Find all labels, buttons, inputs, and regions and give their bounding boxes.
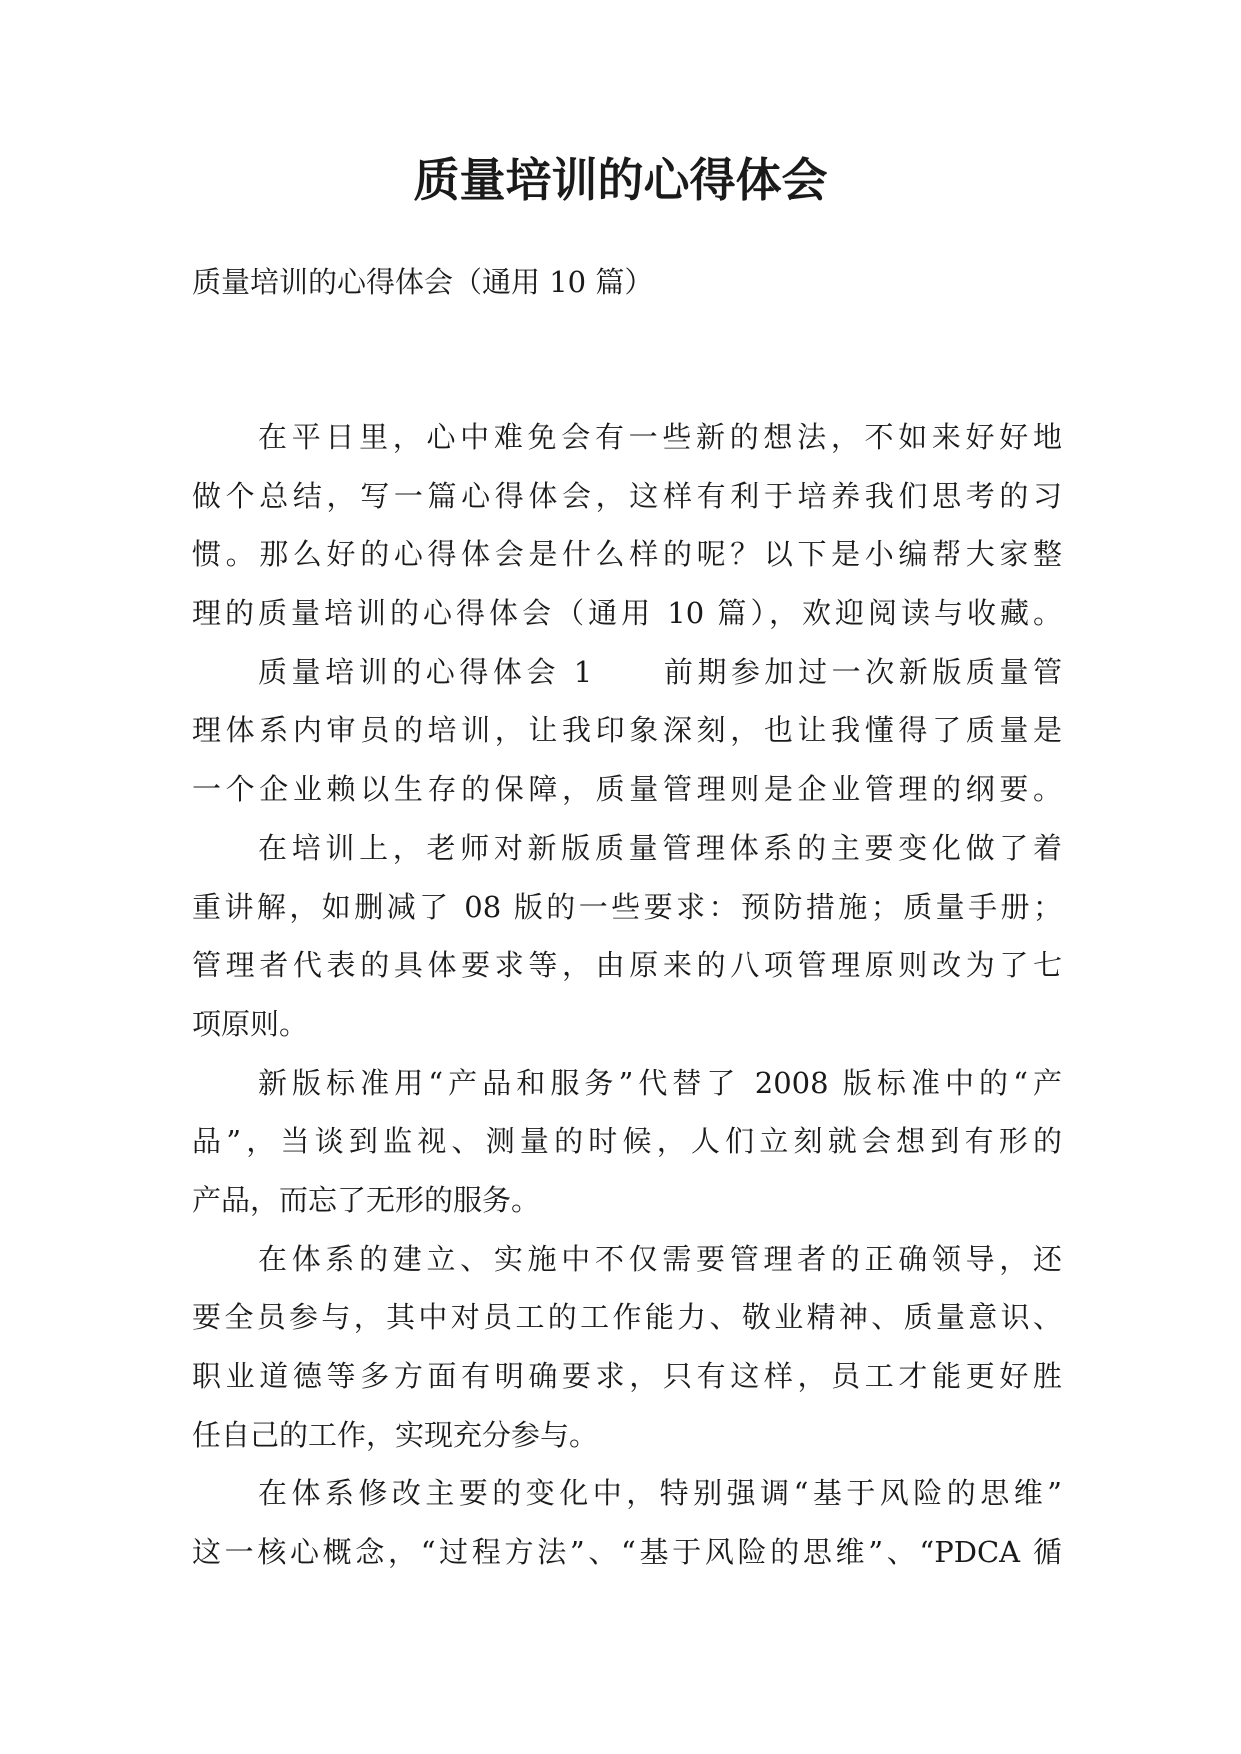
text-line: 管理者代表的具体要求等，由原来的八项管理原则改为了七 bbox=[192, 948, 1062, 983]
text-line: 要全员参与，其中对员工的工作能力、敬业精神、质量意识、 bbox=[192, 1300, 1062, 1335]
document-subtitle: 质量培训的心得体会（通用 10 篇） bbox=[192, 265, 654, 299]
text-line: 品”，当谈到监视、测量的时候，人们立刻就会想到有形的 bbox=[192, 1124, 1062, 1159]
text-line: 在培训上，老师对新版质量管理体系的主要变化做了着 bbox=[258, 830, 1062, 865]
text-line: 项原则。 bbox=[192, 1006, 309, 1041]
text-line: 理体系内审员的培训，让我印象深刻，也让我懂得了质量是 bbox=[192, 713, 1062, 748]
text-line: 惯。那么好的心得体会是什么样的呢？以下是小编帮大家整 bbox=[192, 537, 1062, 572]
text-line: 在体系修改主要的变化中，特别强调“基于风险的思维” bbox=[258, 1476, 1062, 1511]
text-line: 一个企业赖以生存的保障，质量管理则是企业管理的纲要。 bbox=[192, 772, 1062, 807]
text-line: 产品，而忘了无形的服务。 bbox=[192, 1182, 541, 1217]
text-line: 重讲解，如删减了 08 版的一些要求：预防措施；质量手册； bbox=[192, 889, 1062, 924]
document-body bbox=[192, 408, 1062, 1582]
text-line: 理的质量培训的心得体会（通用 10 篇），欢迎阅读与收藏。 bbox=[192, 596, 1062, 631]
text-line: 职业道德等多方面有明确要求，只有这样，员工才能更好胜 bbox=[192, 1359, 1062, 1393]
text-line: 在平日里，心中难免会有一些新的想法，不如来好好地 bbox=[258, 420, 1062, 454]
text-line: 质量培训的心得体会 1 前期参加过一次新版质量管 bbox=[258, 654, 1062, 689]
text-line: 任自己的工作，实现充分参与。 bbox=[192, 1417, 599, 1452]
text-line: 在体系的建立、实施中不仅需要管理者的正确领导，还 bbox=[258, 1241, 1062, 1276]
document-title: 质量培训的心得体会 bbox=[413, 153, 828, 207]
text-line: 做个总结，写一篇心得体会，这样有利于培养我们思考的习 bbox=[192, 478, 1062, 513]
text-line: 新版标准用“产品和服务”代替了 2008 版标准中的“产 bbox=[258, 1065, 1062, 1100]
text-line: 这一核心概念，“过程方法”、“基于风险的思维”、“PDCA 循 bbox=[192, 1535, 1062, 1570]
